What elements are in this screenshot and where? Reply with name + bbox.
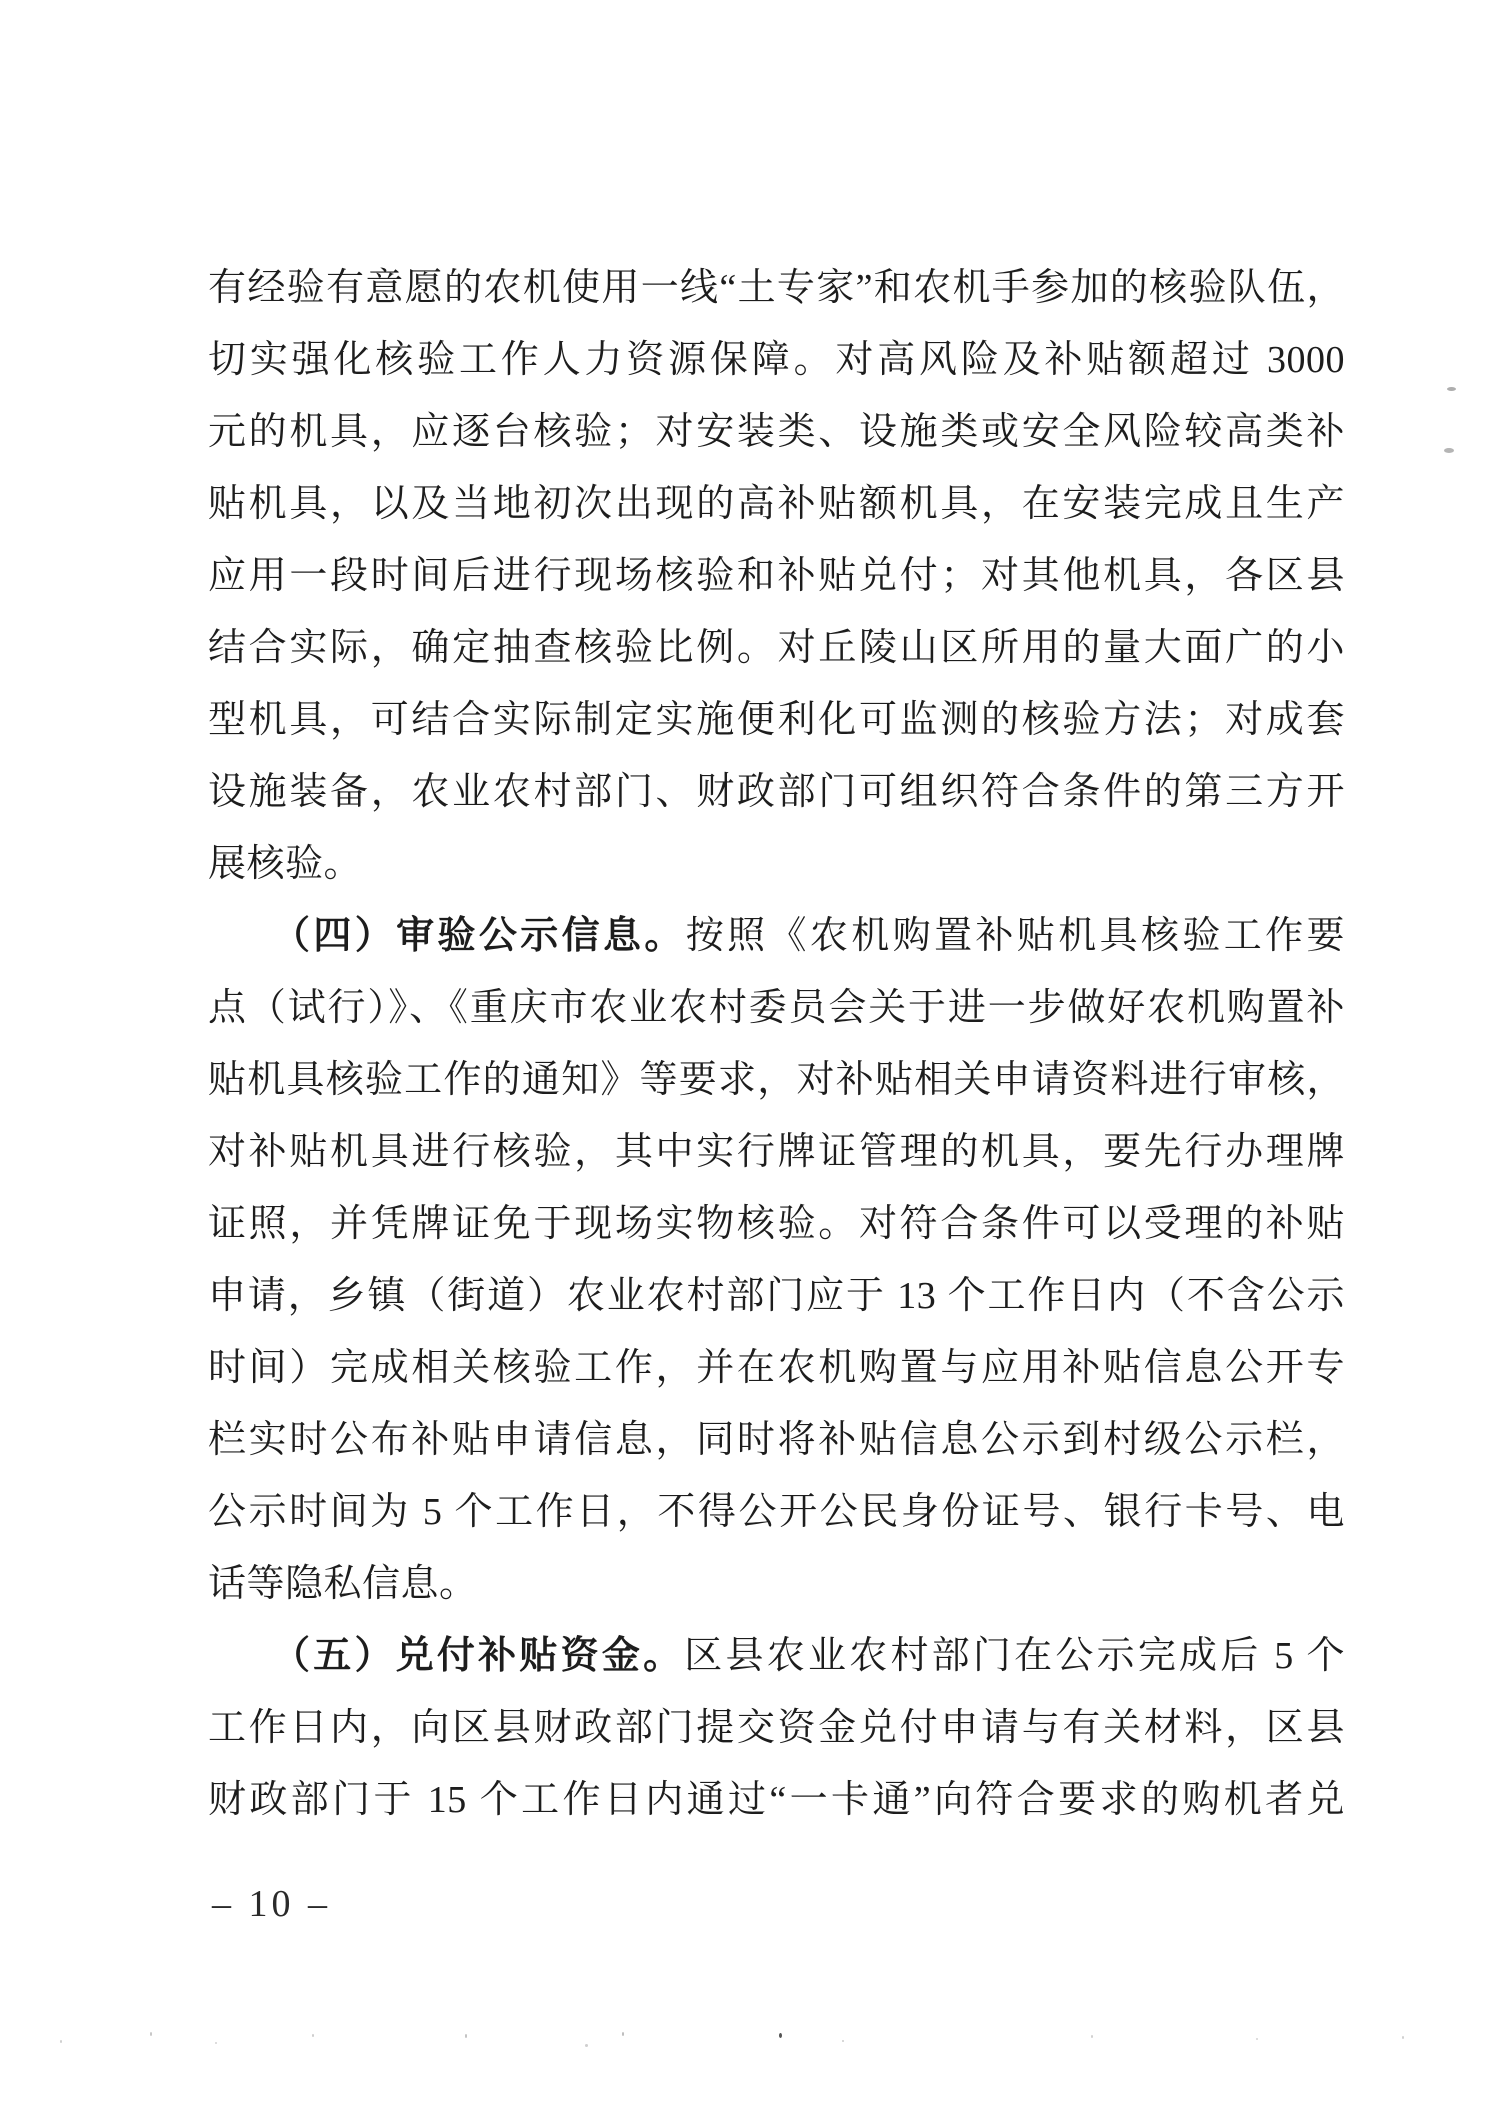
text-line: 证照，并凭牌证免于现场实物核验。对符合条件可以受理的补贴 [208, 1203, 1345, 1245]
scan-speck [465, 2034, 467, 2038]
scan-speck [1256, 2038, 1258, 2040]
paragraph-section-4 [208, 900, 1345, 1620]
scan-speck [215, 2042, 217, 2044]
scan-speck [150, 2032, 152, 2036]
scan-speck [622, 2032, 624, 2036]
scan-speck [60, 2040, 62, 2043]
text-line: 结合实际，确定抽查核验比例。对丘陵山区所用的量大面广的小 [208, 627, 1345, 669]
paragraph-continued [208, 252, 1345, 900]
text-line: 贴机具核验工作的通知》等要求，对补贴相关申请资料进行审核， [208, 1059, 1345, 1101]
text-line [208, 1620, 1345, 1692]
text-line: 申请，乡镇（街道）农业农村部门应于 13 个工作日内（不含公示 [208, 1275, 1345, 1317]
text-line: 时间）完成相关核验工作，并在农机购置与应用补贴信息公开专 [208, 1347, 1345, 1389]
paragraph-section-5 [208, 1620, 1345, 1836]
scan-speck [585, 2044, 588, 2047]
text-line: 工作日内，向区县财政部门提交资金兑付申请与有关材料，区县 [208, 1707, 1345, 1749]
text-line: 展核验。 [208, 843, 363, 885]
text-line: 有经验有意愿的农机使用一线“土专家”和农机手参加的核验队伍， [208, 267, 1345, 309]
section-5-heading-tail: 区县农业农村部门在公示完成后 5 个 [684, 1635, 1345, 1677]
scan-speck [779, 2033, 782, 2038]
section-4-heading: （四）审验公示信息。 [272, 915, 686, 957]
text-line: 对补贴机具进行核验，其中实行牌证管理的机具，要先行办理牌 [208, 1131, 1345, 1173]
scan-speck [1091, 2035, 1093, 2038]
text-line: 栏实时公布补贴申请信息，同时将补贴信息公示到村级公示栏， [208, 1419, 1345, 1461]
text-line: 元的机具，应逐台核验；对安装类、设施类或安全风险较高类补 [208, 411, 1345, 453]
text-line: 公示时间为 5 个工作日，不得公开公民身份证号、银行卡号、电 [208, 1491, 1345, 1533]
text-line: 应用一段时间后进行现场核验和补贴兑付；对其他机具，各区县 [208, 555, 1345, 597]
text-line: 点（试行）》、《重庆市农业农村委员会关于进一步做好农机购置补 [208, 987, 1345, 1029]
text-line: 财政部门于 15 个工作日内通过“一卡通”向符合要求的购机者兑 [208, 1779, 1345, 1821]
document-body [208, 252, 1345, 1836]
scan-speck [842, 2040, 844, 2042]
text-line: 贴机具，以及当地初次出现的高补贴额机具，在安装完成且生产 [208, 483, 1345, 525]
section-4-heading-tail: 按照《农机购置补贴机具核验工作要 [685, 915, 1345, 957]
section-5-heading: （五）兑付补贴资金。 [272, 1635, 685, 1677]
text-line: 话等隐私信息。 [208, 1563, 478, 1605]
scan-speck [1402, 2036, 1404, 2039]
text-line: 切实强化核验工作人力资源保障。对高风险及补贴额超过 3000 [208, 339, 1345, 381]
text-line [208, 900, 1345, 972]
scan-speck [1447, 387, 1456, 391]
scan-speck [312, 2034, 314, 2037]
scan-speck [1444, 448, 1454, 453]
text-line: 设施装备，农业农村部门、财政部门可组织符合条件的第三方开 [208, 771, 1345, 813]
page-number: – 10 – [212, 1883, 331, 1925]
text-line: 型机具，可结合实际制定实施便利化可监测的核验方法；对成套 [208, 699, 1345, 741]
